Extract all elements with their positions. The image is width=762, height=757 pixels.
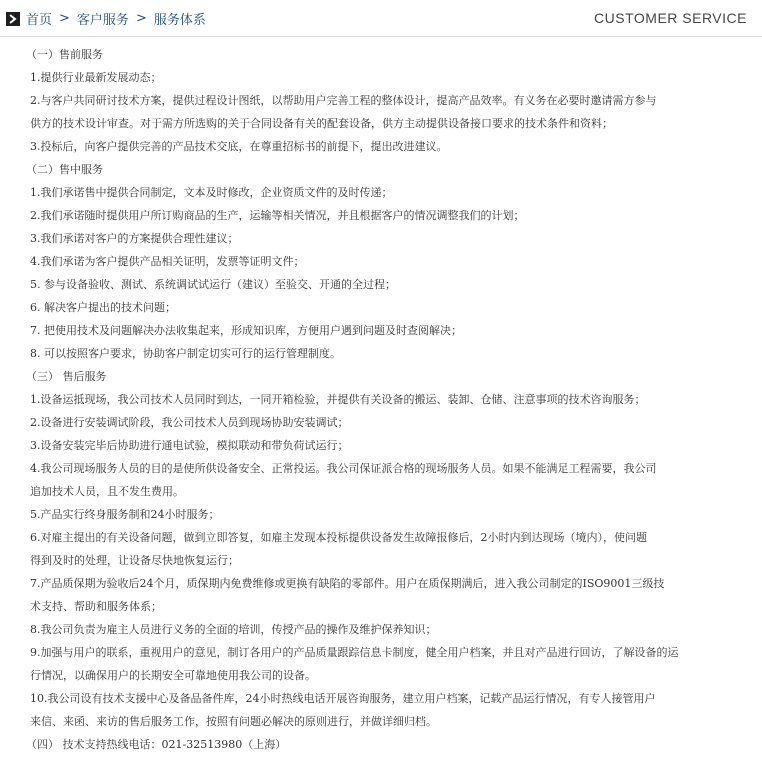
content-line: 8.我公司负责为雇主人员进行义务的全面的培训，传授产品的操作及维护保养知识；: [30, 623, 437, 636]
arrow-right-icon: [6, 12, 20, 26]
content-line: 3.我们承诺对客户的方案提供合理性建议；: [30, 232, 239, 245]
content-line: 1.提供行业最新发展动态；: [30, 71, 162, 84]
content-line: 7. 把使用技术及问题解决办法收集起来，形成知识库，方便用户遇到问题及时查阅解决；: [30, 324, 462, 337]
content-line: 2.我们承诺随时提供用户所订购商品的生产，运输等相关情况，并且根据客户的情况调整我们的计划；: [30, 209, 525, 222]
content-line: 1.我们承诺售中提供合同制定，文本及时修改，企业资质文件的及时传递；: [30, 186, 393, 199]
content-line: 3.设备安装完毕后协助进行通电试验，模拟联动和带负荷试运行；: [30, 439, 349, 452]
breadcrumb-customer-service-link[interactable]: 客户服务: [76, 13, 129, 28]
breadcrumb-service-system-link[interactable]: 服务体系: [153, 13, 206, 28]
section-heading-insale: （二）售中服务: [26, 163, 103, 176]
content-line: 术支持、帮助和服务体系；: [30, 600, 162, 613]
breadcrumb-separator: >: [59, 11, 70, 26]
content-line: 10.我公司设有技术支援中心及备品备件库，24小时热线电话开展咨询服务，建立用户档案，记载产品运行情况，有专人接管用户: [30, 692, 656, 705]
content-line: 2.与客户共同研讨技术方案，提供过程设计图纸，以帮助用户完善工程的整体设计，提高产品效率。有义务在必要时邀请需方参与: [30, 94, 657, 107]
breadcrumb-separator: >: [135, 11, 147, 26]
content-line: 5.产品实行终身服务制和24小时服务；: [30, 508, 220, 521]
content-line: 2.设备进行安装调试阶段，我公司技术人员到现场协助安装调试；: [30, 416, 349, 429]
content-line: 4.我公司现场服务人员的目的是使所供设备安全、正常投运。我公司保证派合格的现场服务人员。如果不能满足工程需要，我公司: [30, 462, 657, 475]
content-line: 9.加强与用户的联系，重视用户的意见，制订各用户的产品质量跟踪信息卡制度，健全用户档案，并且对产品进行回访，了解设备的运: [30, 646, 679, 659]
content-line: 5. 参与设备验收、测试、系统调试试运行（建议）至验交、开通的全过程；: [30, 278, 396, 291]
content-line: 6.对雇主提出的有关设备问题，做到立即答复，如雇主发现本投标提供设备发生故障报修后，2小时内到达现场（境内），使问题: [30, 531, 647, 544]
content-line: 追加技术人员，且不发生费用。: [30, 485, 184, 498]
section-title-english: CUSTOMER SERVICE: [594, 10, 747, 26]
breadcrumb-home-link[interactable]: 首页: [26, 13, 53, 28]
content-line: 7.产品质保期为验收后24个月，质保期内免费维修或更换有缺陷的零部件。用户在质保期满后，进入我公司制定的ISO9001三级技: [30, 577, 665, 590]
content-line: 1.设备运抵现场，我公司技术人员同时到达，一同开箱检验，并提供有关设备的搬运、装卸、仓储、注意事项的技术咨询服务；: [30, 393, 646, 406]
section-heading-presale: （一）售前服务: [26, 48, 103, 61]
content-line: 来信、来函、来访的售后服务工作，按照有问题必解决的原则进行，并做详细归档。: [30, 715, 437, 728]
content-line: 8. 可以按照客户要求，协助客户制定切实可行的运行管理制度。: [30, 347, 341, 360]
breadcrumb: [6, 9, 206, 28]
content-line: 供方的技术设计审查。对于需方所选购的关于合同设备有关的配套设备，供方主动提供设备接口要求的技术条件和资料；: [30, 117, 613, 130]
content-line: 6. 解决客户提出的技术问题；: [30, 301, 176, 314]
service-system-content: [26, 43, 746, 756]
page-header: [0, 0, 762, 37]
content-line: 行情况，以确保用户的长期安全可靠地使用我公司的设备。: [30, 669, 316, 682]
section-heading-aftersale: （三） 售后服务: [26, 370, 107, 383]
section-heading-support-hotline: （四） 技术支持热线电话：021-32513980（上海）: [26, 738, 287, 751]
content-line: 3.投标后，向客户提供完善的产品技术交底，在尊重招标书的前提下，提出改进建议。: [30, 140, 448, 153]
content-line: 得到及时的处理，让设备尽快地恢复运行；: [30, 554, 239, 567]
content-line: 4.我们承诺为客户提供产品相关证明，发票等证明文件；: [30, 255, 305, 268]
